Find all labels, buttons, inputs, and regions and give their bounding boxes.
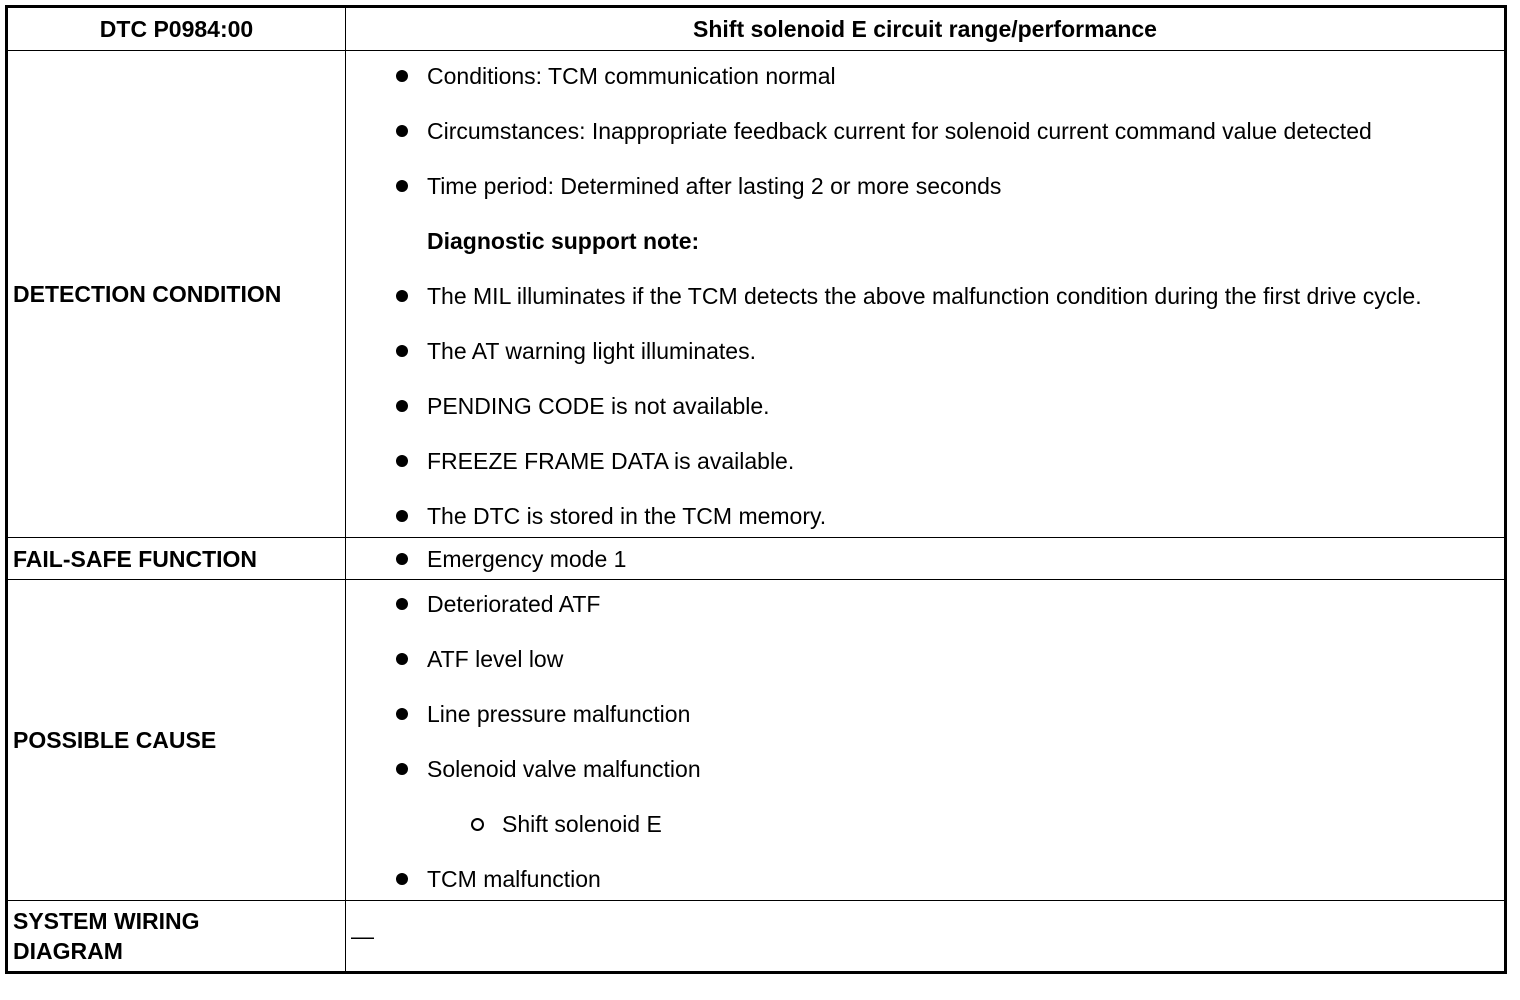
possible-cause-label: POSSIBLE CAUSE [7, 580, 346, 901]
list-item: Time period: Determined after lasting 2 or more seconds [391, 171, 1494, 201]
list-item: Solenoid valve malfunction [391, 754, 1494, 784]
sub-list-item: Shift solenoid E [391, 809, 1494, 839]
fail-safe-list [391, 544, 1494, 574]
possible-cause-row [7, 580, 1506, 901]
list-item: Conditions: TCM communication normal [391, 61, 1494, 91]
wiring-row [7, 901, 1506, 973]
fail-safe-label: FAIL-SAFE FUNCTION [7, 538, 346, 580]
detection-condition-row [7, 51, 1506, 538]
detection-condition-label: DETECTION CONDITION [7, 51, 346, 538]
list-item: ATF level low [391, 644, 1494, 674]
list-item: Deteriorated ATF [391, 589, 1494, 619]
list-item: Emergency mode 1 [391, 544, 1494, 574]
list-item: The AT warning light illuminates. [391, 336, 1494, 366]
wiring-label-line2: DIAGRAM [13, 938, 123, 964]
fail-safe-content [346, 538, 1506, 580]
detection-condition-content [346, 51, 1506, 538]
list-item: TCM malfunction [391, 864, 1494, 894]
list-item: PENDING CODE is not available. [391, 391, 1494, 421]
list-item: The MIL illuminates if the TCM detects the above malfunction condition during the first drive cycle. [391, 281, 1494, 311]
possible-cause-content [346, 580, 1506, 901]
list-item: The DTC is stored in the TCM memory. [391, 501, 1494, 531]
list-item: Circumstances: Inappropriate feedback current for solenoid current command value detected [391, 116, 1494, 146]
diagnostic-note-heading: Diagnostic support note: [427, 228, 700, 254]
fail-safe-row [7, 538, 1506, 580]
dtc-code: DTC P0984:00 [7, 7, 346, 51]
header-row [7, 7, 1506, 51]
wiring-value: — [346, 901, 1506, 973]
dtc-title: Shift solenoid E circuit range/performance [346, 7, 1506, 51]
wiring-label-line1: SYSTEM WIRING [13, 908, 200, 934]
detection-condition-list [391, 61, 1494, 531]
list-item: Line pressure malfunction [391, 699, 1494, 729]
list-item: FREEZE FRAME DATA is available. [391, 446, 1494, 476]
dtc-table [5, 5, 1507, 974]
wiring-label [7, 901, 346, 973]
possible-cause-list [391, 589, 1494, 894]
